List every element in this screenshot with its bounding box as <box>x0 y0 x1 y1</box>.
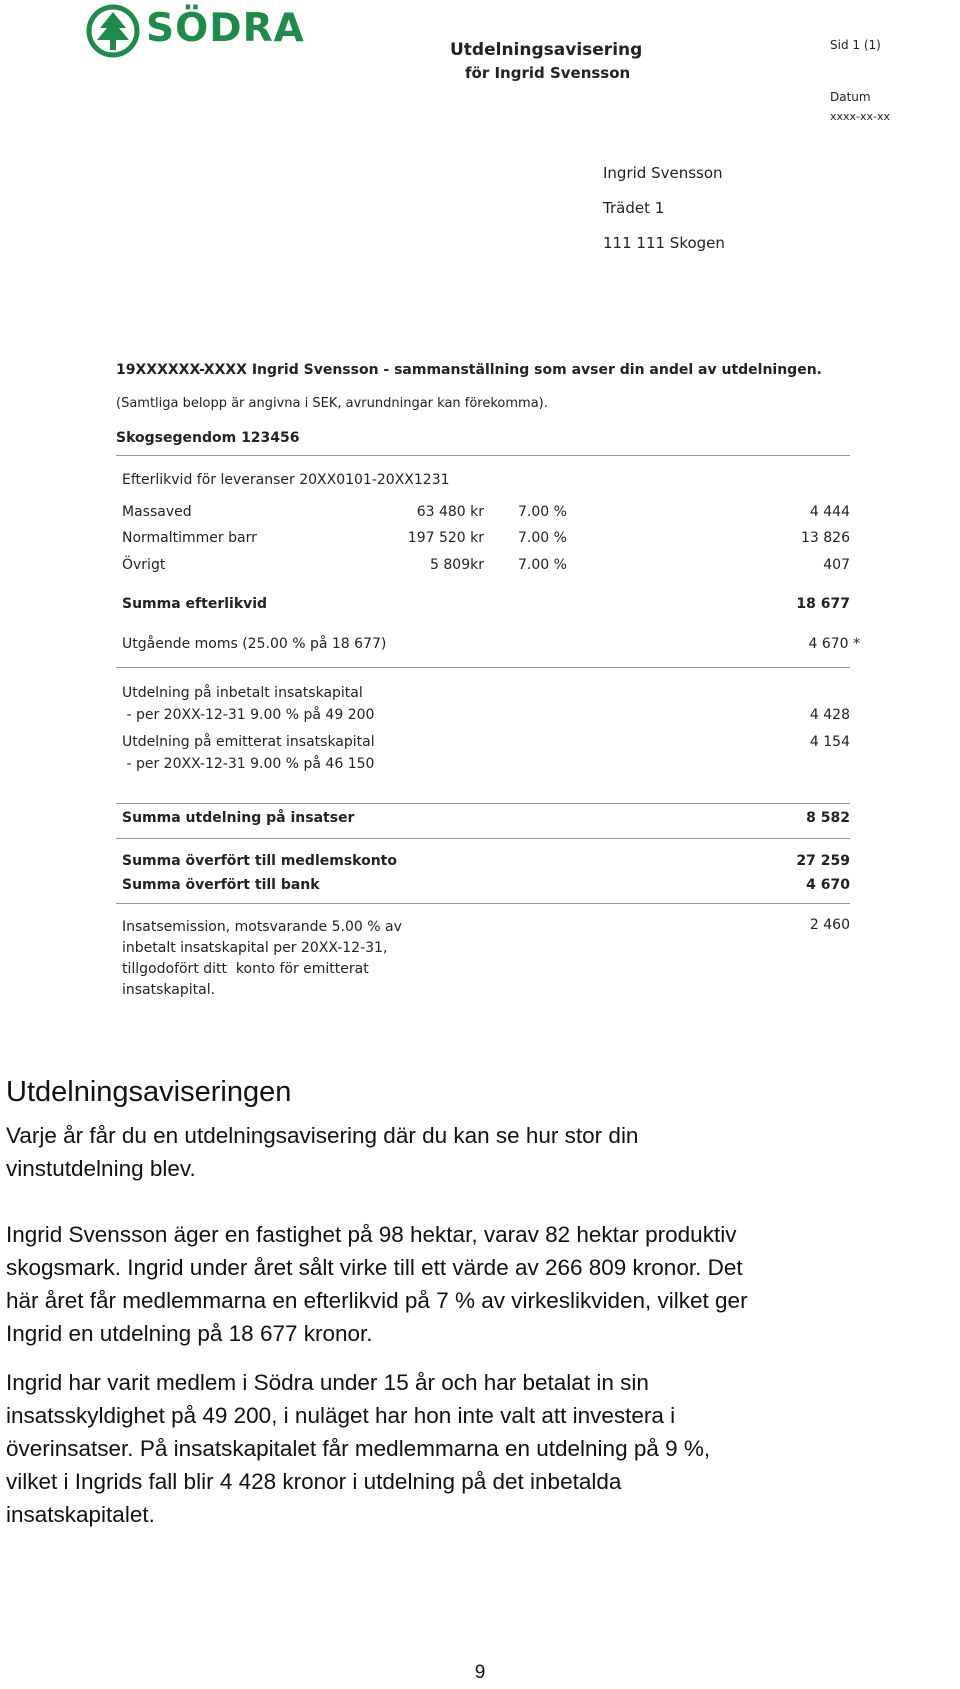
summa-efterlikvid-value: 18 677 <box>796 596 850 612</box>
page-number: 9 <box>474 1662 486 1683</box>
row-amount: 197 520 kr <box>407 530 484 546</box>
paragraph-intro <box>6 1119 956 1185</box>
statement-note: (Samtliga belopp är angivna i SEK, avrundningar kan förekomma). <box>116 396 548 411</box>
row-percent: 7.00 % <box>518 530 567 546</box>
row-percent: 7.00 % <box>518 557 567 573</box>
row-label: Övrigt <box>122 557 166 573</box>
row-amount: 5 809kr <box>430 557 484 573</box>
emitterat-sub-row <box>122 756 850 776</box>
summa-insatser-row <box>122 810 850 830</box>
logo-text: SÖDRA <box>146 6 305 51</box>
page-label: Sid 1 (1) <box>830 38 881 52</box>
paragraph-line: skogsmark. Ingrid under året sålt virke till ett värde av 266 809 kronor. Det <box>6 1255 743 1280</box>
document-subtitle: för Ingrid Svensson <box>465 64 631 82</box>
table-row <box>122 504 850 524</box>
table-row <box>122 530 850 550</box>
date-label: Datum <box>830 90 871 104</box>
bank-value: 4 670 <box>806 877 850 893</box>
row-amount: 63 480 kr <box>416 504 484 520</box>
divider <box>116 838 850 839</box>
summa-efterlikvid-row <box>122 596 850 616</box>
emitterat-sub-label: - per 20XX-12-31 9.00 % på 46 150 <box>122 756 375 772</box>
bank-row <box>122 877 850 897</box>
insatsemission-line: tillgodofört ditt konto för emitterat <box>122 961 369 977</box>
table-row <box>122 557 850 577</box>
divider <box>116 803 850 804</box>
row-value: 4 444 <box>809 504 850 520</box>
emitterat-value: 4 154 <box>809 734 850 750</box>
medlemskonto-value: 27 259 <box>796 853 850 869</box>
efterlikvid-heading <box>122 472 850 492</box>
summa-efterlikvid-label: Summa efterlikvid <box>122 596 268 612</box>
inbetalt-label: Utdelning på inbetalt insatskapital <box>122 685 363 701</box>
summa-insatser-label: Summa utdelning på insatser <box>122 810 355 826</box>
statement-title: 19XXXXXX-XXXX Ingrid Svensson - sammanställning som avser din andel av utdelningen. <box>116 362 822 378</box>
emitterat-label: Utdelning på emitterat insatskapital <box>122 734 375 750</box>
paragraph-line: insatsskyldighet på 49 200, i nuläget har hon inte valt att investera i <box>6 1403 676 1428</box>
paragraph-line: vinstutdelning blev. <box>6 1156 196 1181</box>
medlemskonto-row <box>122 853 850 873</box>
paragraph-line: överinsatser. På insatskapitalet får medlemmarna en utdelning på 9 %, <box>6 1436 711 1461</box>
insatsemission-line: Insatsemission, motsvarande 5.00 % av <box>122 919 402 935</box>
summa-insatser-value: 8 582 <box>806 810 850 826</box>
moms-label: Utgående moms (25.00 % på 18 677) <box>122 636 387 652</box>
row-value: 13 826 <box>801 530 850 546</box>
efterlikvid-heading-label: Efterlikvid för leveranser 20XX0101-20XX1231 <box>122 472 450 488</box>
paragraph-line: Varje år får du en utdelningsavisering där du kan se hur stor din <box>6 1123 639 1148</box>
divider <box>116 903 850 904</box>
insatsemission-value: 2 460 <box>809 917 850 933</box>
bank-label: Summa överfört till bank <box>122 877 320 893</box>
row-label: Massaved <box>122 504 192 520</box>
moms-value: 4 670 * <box>808 636 860 652</box>
paragraph-line: Ingrid Svensson äger en fastighet på 98 hektar, varav 82 hektar produktiv <box>6 1222 737 1247</box>
insatsemission-text <box>122 917 442 1001</box>
paragraph-line: Ingrid har varit medlem i Södra under 15 år och har betalat in sin <box>6 1370 649 1395</box>
insatsemission-line: inbetalt insatskapital per 20XX-12-31, <box>122 940 388 956</box>
address-name: Ingrid Svensson <box>603 164 723 182</box>
inbetalt-row <box>122 685 850 705</box>
medlemskonto-label: Summa överfört till medlemskonto <box>122 853 397 869</box>
inbetalt-sub-label: - per 20XX-12-31 9.00 % på 49 200 <box>122 707 375 723</box>
paragraph-line: vilket i Ingrids fall blir 4 428 kronor i utdelning på det inbetalda <box>6 1469 622 1494</box>
moms-row <box>122 636 860 656</box>
address-city: 111 111 Skogen <box>603 234 725 252</box>
row-label: Normaltimmer barr <box>122 530 257 546</box>
row-value: 407 <box>823 557 850 573</box>
paragraph-line: insatskapitalet. <box>6 1502 155 1527</box>
paragraph-line: Ingrid en utdelning på 18 677 kronor. <box>6 1321 373 1346</box>
divider <box>116 455 850 456</box>
paragraph-line: här året får medlemmarna en efterlikvid på 7 % av virkeslikviden, vilket ger <box>6 1288 748 1313</box>
paragraph-insatskapital <box>6 1366 956 1531</box>
property-name: Skogsegendom 123456 <box>116 430 300 446</box>
address-street: Trädet 1 <box>603 199 665 217</box>
section-heading: Utdelningsaviseringen <box>6 1076 292 1108</box>
emitterat-row <box>122 734 850 754</box>
inbetalt-value: 4 428 <box>809 707 850 723</box>
sodra-logo-icon <box>86 4 142 58</box>
row-percent: 7.00 % <box>518 504 567 520</box>
date-value: xxxx-xx-xx <box>830 110 891 123</box>
insatsemission-line: insatskapital. <box>122 982 216 998</box>
divider <box>116 667 850 668</box>
paragraph-efterlikvid <box>6 1218 956 1350</box>
inbetalt-sub-row <box>122 707 850 727</box>
document-title: Utdelningsavisering <box>450 40 643 60</box>
